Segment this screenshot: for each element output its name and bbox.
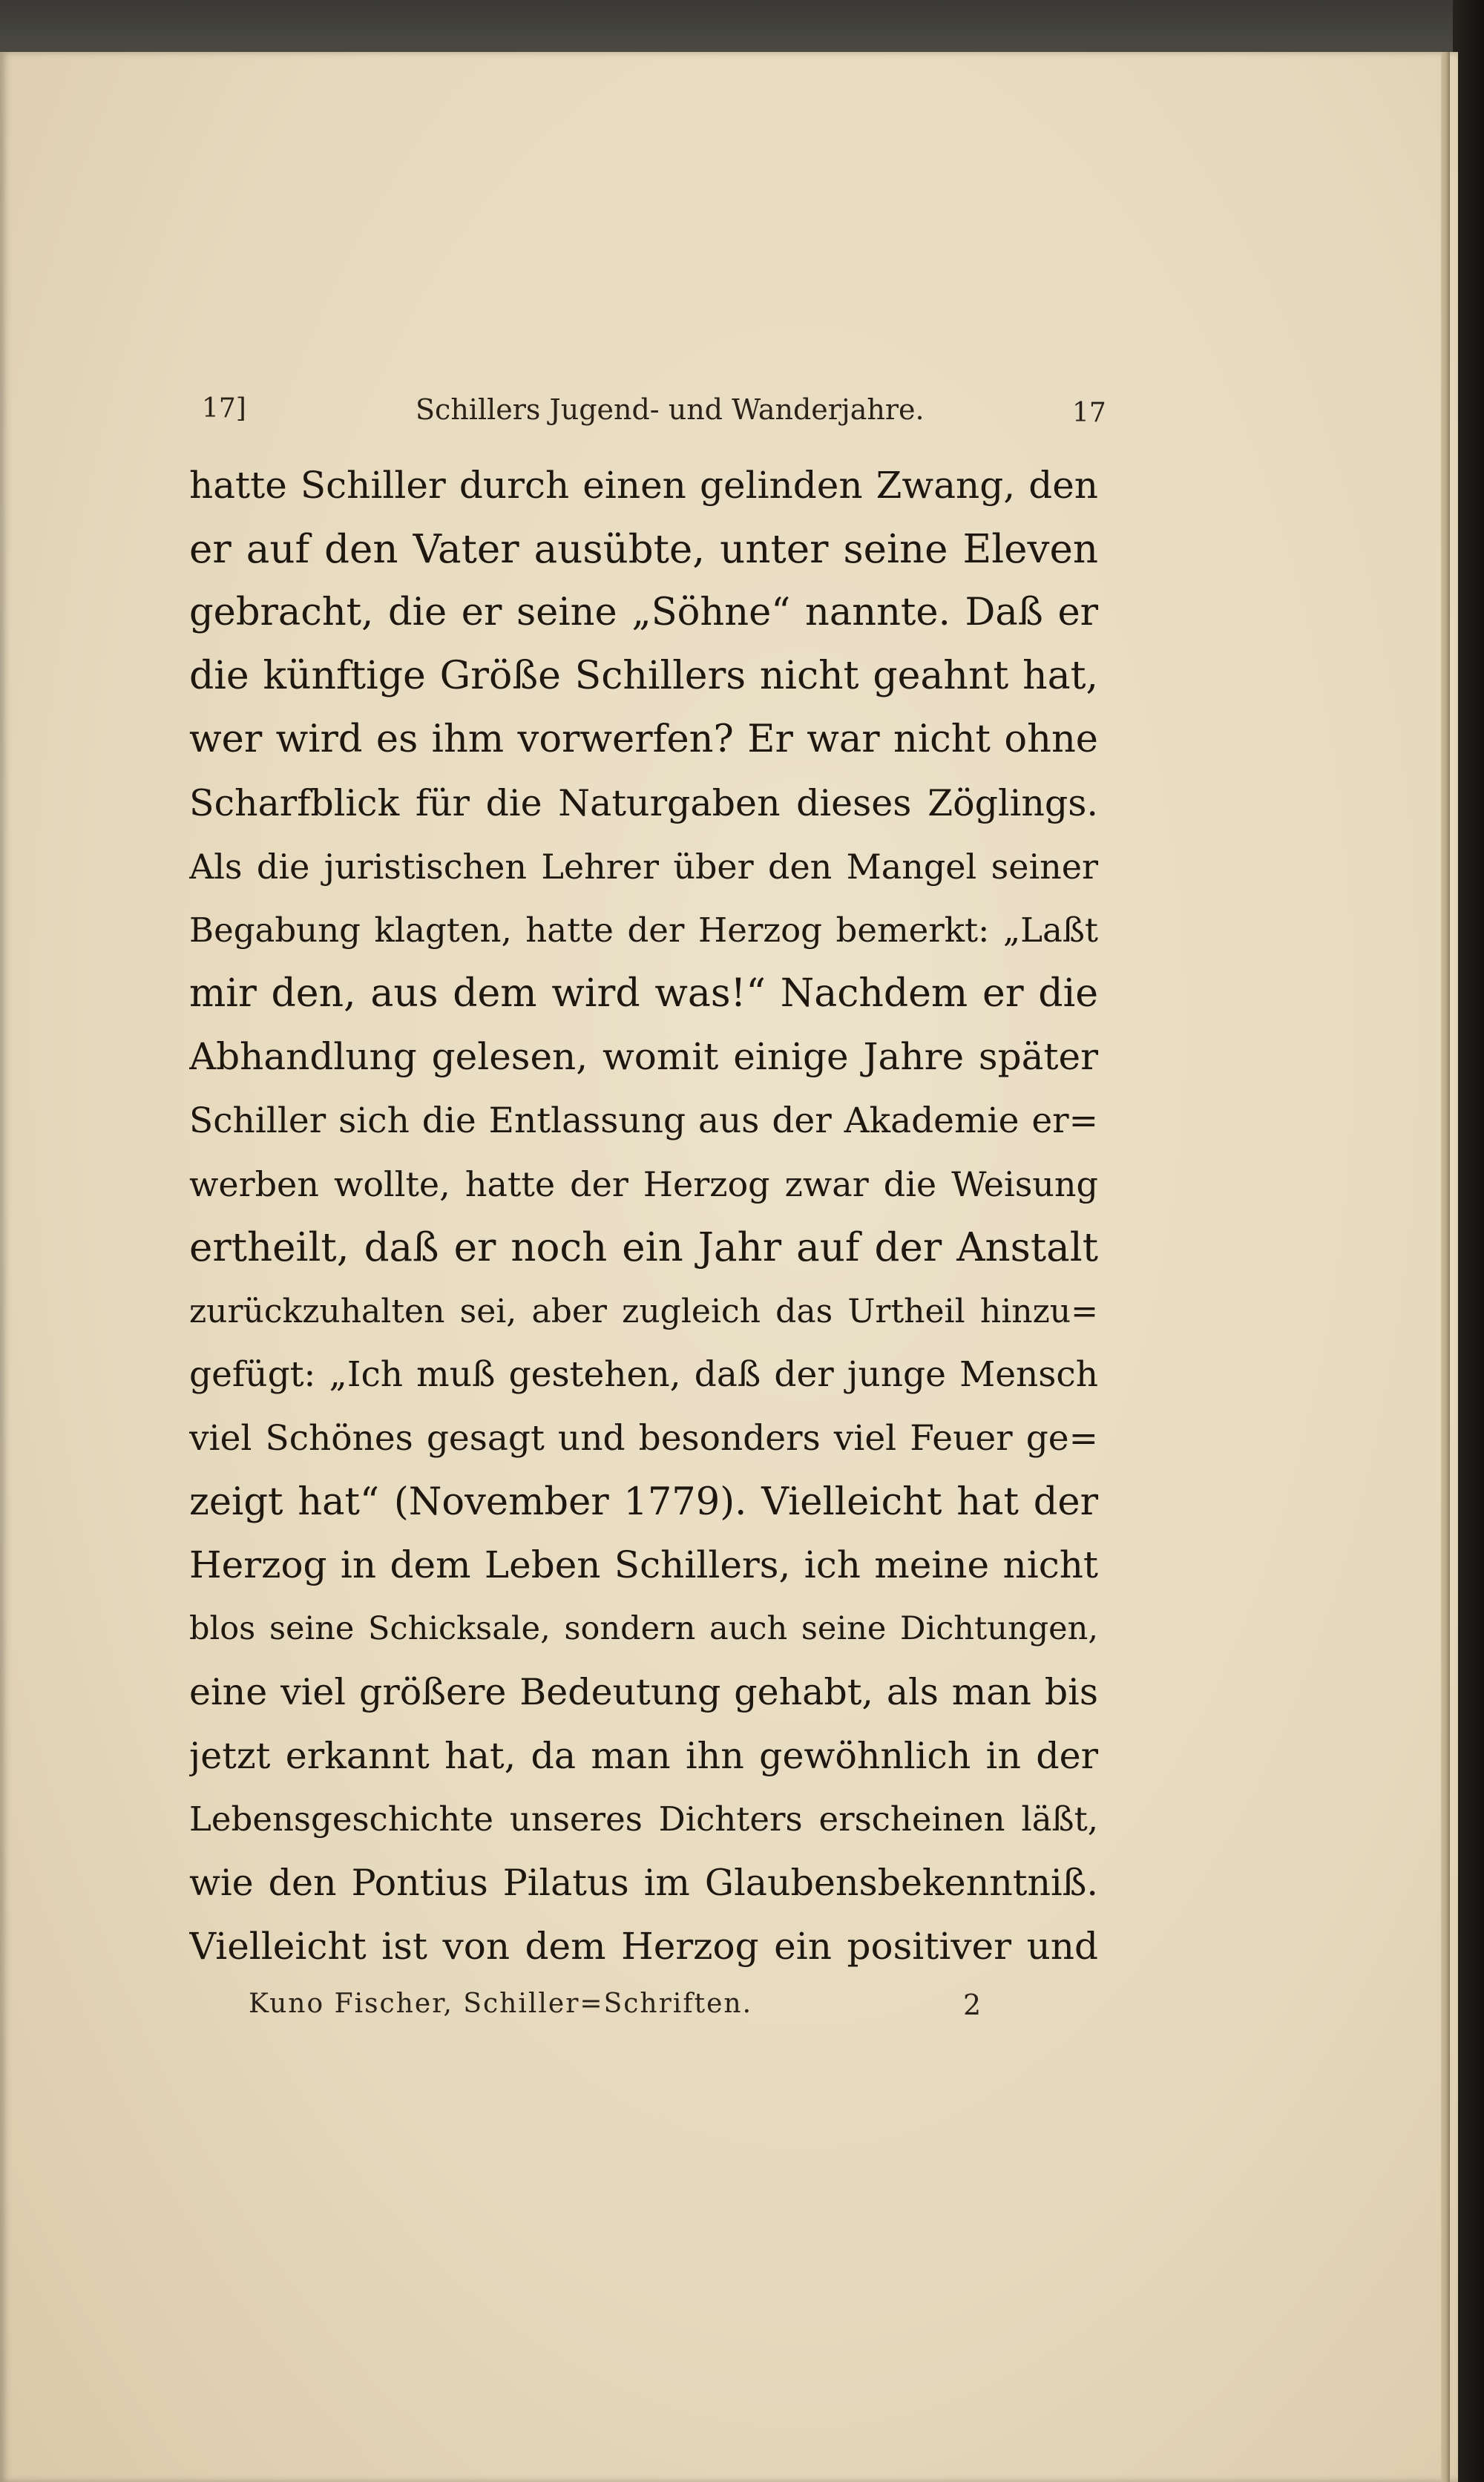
footer-signature [0, 1989, 1458, 2033]
text-line: zeigt hat“ (November 1779). Vielleicht hat der [189, 1480, 1098, 1524]
signature-line: Kuno Fischer, Schiller=Schriften. [249, 1989, 753, 2019]
text-line: die künftige Größe Schillers nicht geahnt hat, [189, 653, 1098, 698]
text-line: eine viel größere Bedeutung gehabt, als man bis [189, 1671, 1098, 1714]
body-text [189, 454, 1098, 1978]
text-line: Lebensgeschichte unseres Dichters erscheinen läßt, [189, 1799, 1098, 1839]
text-line: Schiller sich die Entlassung aus der Akademie er= [189, 1100, 1098, 1141]
text-line: Vielleicht ist von dem Herzog ein positiver und [189, 1924, 1098, 1968]
text-line: gebracht, die er seine „Söhne“ nannte. Daß er [189, 591, 1098, 635]
text-line: Als die juristischen Lehrer über den Mangel seiner [189, 846, 1098, 887]
header-title: Schillers Jugend- und Wanderjahre. [416, 393, 925, 426]
text-line: Herzog in dem Leben Schillers, ich meine nicht [189, 1543, 1098, 1587]
text-line: ertheilt, daß er noch ein Jahr auf der Anstalt [189, 1225, 1098, 1271]
text-line: gefügt: „Ich muß gestehen, daß der junge Mensch [189, 1354, 1098, 1396]
text-line: Scharfblick für die Naturgaben dieses Zöglings. [189, 781, 1098, 824]
text-line: Begabung klagten, hatte der Herzog bemerkt: „Laßt [189, 910, 1098, 951]
text-line: wer wird es ihm vorwerfen? Er war nicht ohne [189, 718, 1098, 762]
page-number: 17 [1072, 398, 1106, 428]
text-line: jetzt erkannt hat, da man ihn gewöhnlich in der [189, 1734, 1098, 1777]
text-line: viel Schönes gesagt und besonders viel Feuer ge= [189, 1417, 1098, 1459]
signature-mark: 2 [963, 1989, 982, 2021]
text-line: wie den Pontius Pilatus im Glaubensbekenntniß. [189, 1862, 1098, 1905]
text-line: werben wollte, hatte der Herzog zwar die Weisung [189, 1163, 1098, 1204]
text-line: hatte Schiller durch einen gelinden Zwang, den [189, 464, 1098, 507]
text-line: blos seine Schicksale, sondern auch seine Dichtungen, [189, 1609, 1098, 1647]
header-page-ref: 17] [202, 393, 246, 424]
text-line: er auf den Vater ausübte, unter seine Eleven [189, 526, 1098, 572]
text-line: Abhandlung gelesen, womit einige Jahre später [189, 1035, 1098, 1079]
running-header [0, 393, 1458, 438]
text-line: mir den, aus dem wird was!“ Nachdem er die [189, 971, 1098, 1016]
text-line: zurückzuhalten sei, aber zugleich das Urtheil hinzu= [189, 1292, 1098, 1330]
